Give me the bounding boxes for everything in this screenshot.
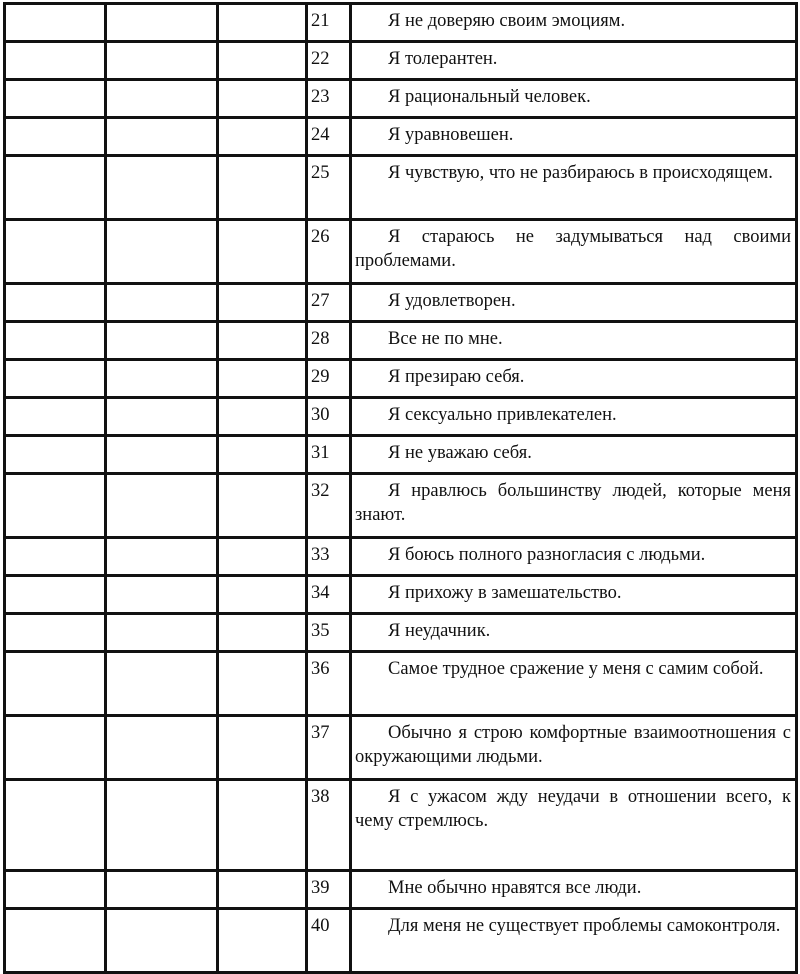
answer-cell-2[interactable]	[106, 871, 218, 909]
table-row	[5, 42, 797, 80]
answer-cell-3[interactable]	[218, 538, 307, 576]
statement-cell	[351, 871, 797, 909]
answer-cell-1[interactable]	[5, 576, 106, 614]
statement-text: Я рациональный человек.	[388, 87, 591, 107]
statement-text: Я неудачник.	[388, 621, 491, 641]
statement-text: Я нравлюсь большинству людей, которые меня знают.	[355, 481, 791, 525]
statement-cell	[351, 538, 797, 576]
statement-cell	[351, 614, 797, 652]
statement-cell	[351, 780, 797, 871]
statement-cell	[351, 652, 797, 716]
answer-cell-2[interactable]	[106, 360, 218, 398]
table-row	[5, 538, 797, 576]
statement-cell	[351, 156, 797, 220]
statement-text: Мне обычно нравятся все люди.	[388, 878, 642, 898]
table-row	[5, 156, 797, 220]
answer-cell-3[interactable]	[218, 220, 307, 284]
statement-text: Я прихожу в замешательство.	[388, 583, 622, 603]
answer-cell-2[interactable]	[106, 614, 218, 652]
answer-cell-1[interactable]	[5, 80, 106, 118]
statement-cell	[351, 322, 797, 360]
answer-cell-3[interactable]	[218, 42, 307, 80]
statement-text: Я сексуально привлекателен.	[388, 405, 617, 425]
statement-text: Я уравновешен.	[388, 125, 514, 145]
item-number: 21	[307, 4, 351, 42]
answer-cell-1[interactable]	[5, 284, 106, 322]
answer-cell-1[interactable]	[5, 220, 106, 284]
item-number: 40	[307, 909, 351, 973]
answer-cell-1[interactable]	[5, 118, 106, 156]
statement-text: Я не доверяю своим эмоциям.	[388, 11, 626, 31]
item-number: 31	[307, 436, 351, 474]
statement-cell	[351, 576, 797, 614]
answer-cell-3[interactable]	[218, 576, 307, 614]
answer-cell-1[interactable]	[5, 614, 106, 652]
answer-cell-3[interactable]	[218, 80, 307, 118]
answer-cell-3[interactable]	[218, 284, 307, 322]
answer-cell-2[interactable]	[106, 474, 218, 538]
statement-cell	[351, 360, 797, 398]
item-number: 39	[307, 871, 351, 909]
answer-cell-3[interactable]	[218, 398, 307, 436]
item-number: 28	[307, 322, 351, 360]
answer-cell-1[interactable]	[5, 4, 106, 42]
answer-cell-1[interactable]	[5, 871, 106, 909]
questionnaire-body	[5, 4, 797, 973]
item-number: 33	[307, 538, 351, 576]
item-number: 29	[307, 360, 351, 398]
item-number: 27	[307, 284, 351, 322]
table-row	[5, 716, 797, 780]
table-row	[5, 614, 797, 652]
answer-cell-2[interactable]	[106, 4, 218, 42]
statement-cell	[351, 80, 797, 118]
answer-cell-2[interactable]	[106, 652, 218, 716]
statement-cell	[351, 474, 797, 538]
table-row	[5, 474, 797, 538]
answer-cell-3[interactable]	[218, 871, 307, 909]
answer-cell-3[interactable]	[218, 614, 307, 652]
item-number: 35	[307, 614, 351, 652]
item-number: 30	[307, 398, 351, 436]
answer-cell-2[interactable]	[106, 80, 218, 118]
statement-cell	[351, 284, 797, 322]
statement-text: Обычно я строю комфортные взаимоотношения с окружающими людьми.	[355, 723, 791, 767]
statement-cell	[351, 398, 797, 436]
answer-cell-1[interactable]	[5, 652, 106, 716]
item-number: 36	[307, 652, 351, 716]
table-row	[5, 360, 797, 398]
answer-cell-3[interactable]	[218, 4, 307, 42]
statement-text: Я чувствую, что не разбираюсь в происходящем.	[388, 163, 773, 183]
answer-cell-3[interactable]	[218, 909, 307, 973]
answer-cell-1[interactable]	[5, 474, 106, 538]
questionnaire-table	[3, 2, 798, 974]
statement-text: Для меня не существует проблемы самоконтроля.	[388, 916, 781, 936]
table-row	[5, 220, 797, 284]
statement-text: Я толерантен.	[388, 49, 498, 69]
table-row	[5, 80, 797, 118]
answer-cell-2[interactable]	[106, 398, 218, 436]
answer-cell-1[interactable]	[5, 538, 106, 576]
table-row	[5, 284, 797, 322]
table-row	[5, 118, 797, 156]
item-number: 37	[307, 716, 351, 780]
answer-cell-1[interactable]	[5, 360, 106, 398]
answer-cell-3[interactable]	[218, 474, 307, 538]
table-row	[5, 576, 797, 614]
answer-cell-2[interactable]	[106, 716, 218, 780]
table-row	[5, 436, 797, 474]
answer-cell-2[interactable]	[106, 156, 218, 220]
answer-cell-2[interactable]	[106, 436, 218, 474]
statement-text: Я не уважаю себя.	[388, 443, 532, 463]
answer-cell-3[interactable]	[218, 652, 307, 716]
answer-cell-2[interactable]	[106, 284, 218, 322]
table-row	[5, 4, 797, 42]
answer-cell-2[interactable]	[106, 220, 218, 284]
answer-cell-3[interactable]	[218, 322, 307, 360]
answer-cell-1[interactable]	[5, 780, 106, 871]
answer-cell-1[interactable]	[5, 436, 106, 474]
answer-cell-3[interactable]	[218, 436, 307, 474]
statement-cell	[351, 118, 797, 156]
item-number: 23	[307, 80, 351, 118]
statement-text: Я боюсь полного разногласия с людьми.	[388, 545, 706, 565]
table-row	[5, 652, 797, 716]
statement-cell	[351, 909, 797, 973]
item-number: 22	[307, 42, 351, 80]
answer-cell-3[interactable]	[218, 156, 307, 220]
table-row	[5, 780, 797, 871]
answer-cell-3[interactable]	[218, 780, 307, 871]
item-number: 38	[307, 780, 351, 871]
answer-cell-2[interactable]	[106, 322, 218, 360]
answer-cell-2[interactable]	[106, 42, 218, 80]
answer-cell-2[interactable]	[106, 538, 218, 576]
answer-cell-2[interactable]	[106, 909, 218, 973]
answer-cell-2[interactable]	[106, 780, 218, 871]
answer-cell-3[interactable]	[218, 716, 307, 780]
item-number: 25	[307, 156, 351, 220]
item-number: 32	[307, 474, 351, 538]
answer-cell-3[interactable]	[218, 118, 307, 156]
table-row	[5, 909, 797, 973]
answer-cell-1[interactable]	[5, 909, 106, 973]
table-row	[5, 322, 797, 360]
statement-cell	[351, 4, 797, 42]
statement-text: Я презираю себя.	[388, 367, 525, 387]
item-number: 34	[307, 576, 351, 614]
table-row	[5, 398, 797, 436]
answer-cell-1[interactable]	[5, 716, 106, 780]
statement-text: Самое трудное сражение у меня с самим собой.	[388, 659, 764, 679]
answer-cell-1[interactable]	[5, 322, 106, 360]
statement-cell	[351, 42, 797, 80]
answer-cell-3[interactable]	[218, 360, 307, 398]
table-row	[5, 871, 797, 909]
statement-text: Я стараюсь не задумываться над своими проблемами.	[355, 227, 791, 271]
answer-cell-1[interactable]	[5, 398, 106, 436]
item-number: 26	[307, 220, 351, 284]
answer-cell-1[interactable]	[5, 42, 106, 80]
item-number: 24	[307, 118, 351, 156]
statement-text: Я с ужасом жду неудачи в отношении всего, к чему стремлюсь.	[355, 787, 791, 831]
answer-cell-2[interactable]	[106, 576, 218, 614]
answer-cell-1[interactable]	[5, 156, 106, 220]
statement-cell	[351, 220, 797, 284]
statement-cell	[351, 716, 797, 780]
statement-text: Все не по мне.	[388, 329, 503, 349]
statement-cell	[351, 436, 797, 474]
statement-text: Я удовлетворен.	[388, 291, 516, 311]
answer-cell-2[interactable]	[106, 118, 218, 156]
